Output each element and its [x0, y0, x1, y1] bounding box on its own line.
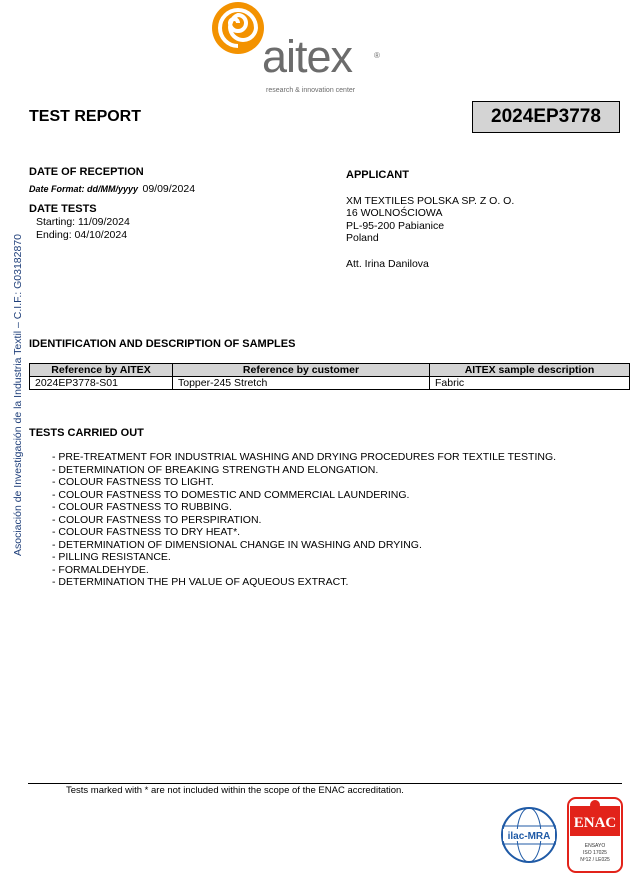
table-cell: Fabric [430, 377, 630, 390]
logo-wordmark: aitex [262, 31, 353, 82]
date-tests-ending: Ending: 04/10/2024 [36, 229, 128, 241]
list-item: - DETERMINATION OF BREAKING STRENGTH AND ELONGATION. [52, 463, 379, 476]
enac-text: ENAC [573, 815, 617, 831]
report-number-box: 2024EP3778 [472, 101, 620, 133]
applicant-attention: Att. Irina Danilova [346, 258, 429, 270]
ilac-mra-logo [500, 806, 558, 864]
table-header-row [30, 364, 630, 377]
list-item: - DETERMINATION THE PH VALUE OF AQUEOUS EXTRACT. [52, 576, 349, 588]
list-item: - DETERMINATION OF DIMENSIONAL CHANGE IN WASHING AND DRYING. [52, 538, 422, 551]
applicant-line: PL-95-200 Pabianice [346, 220, 445, 232]
logo-registered: ® [374, 51, 380, 60]
applicant-label: APPLICANT [346, 169, 409, 181]
column-header: Reference by AITEX [30, 364, 173, 377]
footer-note: Tests marked with * are not included within the scope of the ENAC accreditation. [66, 785, 404, 796]
applicant-line: 16 WOLNOŚCIOWA [346, 207, 443, 219]
list-item: - FORMALDEHYDE. [52, 563, 149, 576]
enac-sub-line: ISO 17025 [583, 850, 607, 856]
list-item: - COLOUR FASTNESS TO DRY HEAT*. [52, 526, 241, 538]
logo-tagline: research & innovation center [266, 87, 356, 94]
side-legal-text: Asociación de Investigación de la Industria Textil – C.I.F.: G03182870 [12, 234, 24, 556]
aitex-swirl-logo [208, 2, 270, 58]
date-tests-label: DATE TESTS [29, 203, 97, 215]
tests-list [52, 451, 556, 589]
enac-sub-line: ENSAYO [584, 843, 606, 849]
list-item: - COLOUR FASTNESS TO PERSPIRATION. [52, 513, 262, 526]
date-tests-starting: Starting: 11/09/2024 [36, 216, 130, 228]
ilac-text: ilac-MRA [507, 831, 551, 842]
tests-heading: TESTS CARRIED OUT [29, 427, 144, 439]
table-cell: 2024EP3778-S01 [30, 377, 173, 390]
reception-label: DATE OF RECEPTION [29, 166, 144, 178]
list-item: - PILLING RESISTANCE. [52, 551, 171, 563]
samples-heading: IDENTIFICATION AND DESCRIPTION OF SAMPLES [29, 338, 296, 350]
reception-date: 09/09/2024 [142, 183, 196, 195]
list-item: - COLOUR FASTNESS TO RUBBING. [52, 501, 232, 513]
list-item: - COLOUR FASTNESS TO DOMESTIC AND COMMERCIAL LAUNDERING. [52, 488, 410, 501]
column-header: AITEX sample description [430, 364, 630, 377]
enac-badge-graphic [567, 797, 623, 873]
footer-divider [28, 783, 622, 784]
applicant-line: Poland [346, 232, 379, 244]
list-item: - COLOUR FASTNESS TO LIGHT. [52, 476, 214, 488]
reception-line [29, 179, 195, 197]
table-row [30, 377, 630, 390]
date-format-label: Date Format: dd/MM/yyyy [29, 184, 139, 194]
enac-badge [567, 797, 623, 873]
samples-table [29, 363, 630, 390]
enac-sub-line: Nº12 / LE025 [580, 857, 610, 863]
list-item: - PRE-TREATMENT FOR INDUSTRIAL WASHING AND DRYING PROCEDURES FOR TEXTILE TESTING. [52, 451, 557, 463]
column-header: Reference by customer [173, 364, 430, 377]
page-title: TEST REPORT [29, 108, 142, 125]
table-cell: Topper-245 Stretch [173, 377, 430, 390]
applicant-line: XM TEXTILES POLSKA SP. Z O. O. [346, 195, 515, 207]
